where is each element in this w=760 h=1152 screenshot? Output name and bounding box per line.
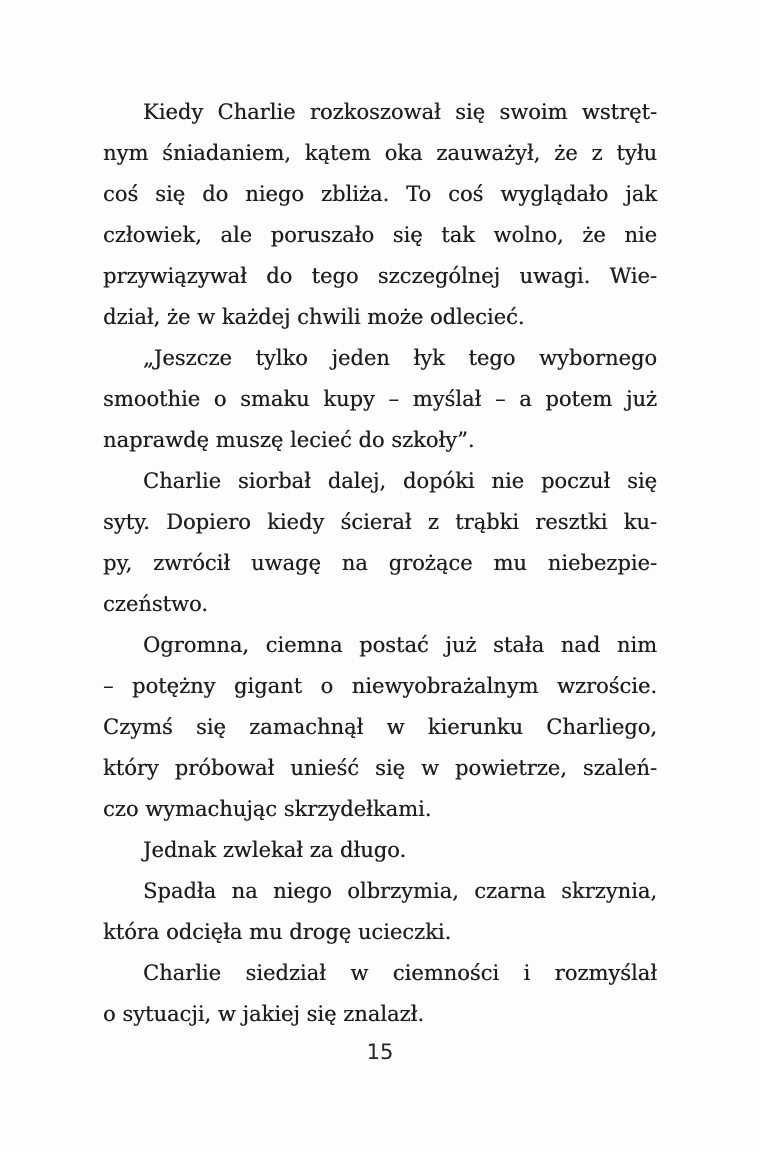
paragraph [103,338,657,461]
text-line: „Jeszcze tylko jeden łyk tego wybornego [143,346,657,370]
text-line: – potężny gigant o niewyobrażalnym wzroście. [103,674,657,698]
text-line: który próbował unieść się w powietrze, szaleń- [103,756,657,780]
text-line: dział, że w każdej chwili może odlecieć. [103,305,525,329]
paragraph [103,830,657,871]
paragraph [103,92,657,338]
page-number: 15 [366,1040,394,1064]
text-line: nym śniadaniem, kątem oka zauważył, że z tyłu [103,141,657,165]
paragraph [103,461,657,625]
text-line: która odcięła mu drogę ucieczki. [103,920,452,944]
text-line: Charlie siedział w ciemności i rozmyślał [143,961,657,985]
text-line: Charlie siorbał dalej, dopóki nie poczuł się [143,469,657,493]
text-line: smoothie o smaku kupy – myślał – a potem już [103,387,657,411]
text-line: człowiek, ale poruszało się tak wolno, że nie [103,223,657,247]
text-line: o sytuacji, w jakiej się znalazł. [103,1002,425,1026]
text-line: Czymś się zamachnął w kierunku Charliego, [103,715,657,739]
text-line: syty. Dopiero kiedy ścierał z trąbki resztki ku- [103,510,657,534]
text-line: py, zwrócił uwagę na grożące mu niebezpie- [103,551,657,575]
text-line: przywiązywał do tego szczególnej uwagi. Wie- [103,264,657,288]
text-line: Kiedy Charlie rozkoszował się swoim wstręt- [143,100,657,124]
text-line: czeństwo. [103,592,208,616]
body-text [103,92,657,1035]
text-line: Jednak zwlekał za długo. [143,838,407,862]
text-line: naprawdę muszę lecieć do szkoły”. [103,428,475,452]
text-line: coś się do niego zbliża. To coś wyglądało jak [103,182,657,206]
text-line: Ogromna, ciemna postać już stała nad nim [143,633,657,657]
paragraph [103,625,657,830]
text-line: czo wymachując skrzydełkami. [103,797,432,821]
text-line: Spadła na niego olbrzymia, czarna skrzynia, [143,879,657,903]
paragraph [103,953,657,1035]
paragraph [103,871,657,953]
